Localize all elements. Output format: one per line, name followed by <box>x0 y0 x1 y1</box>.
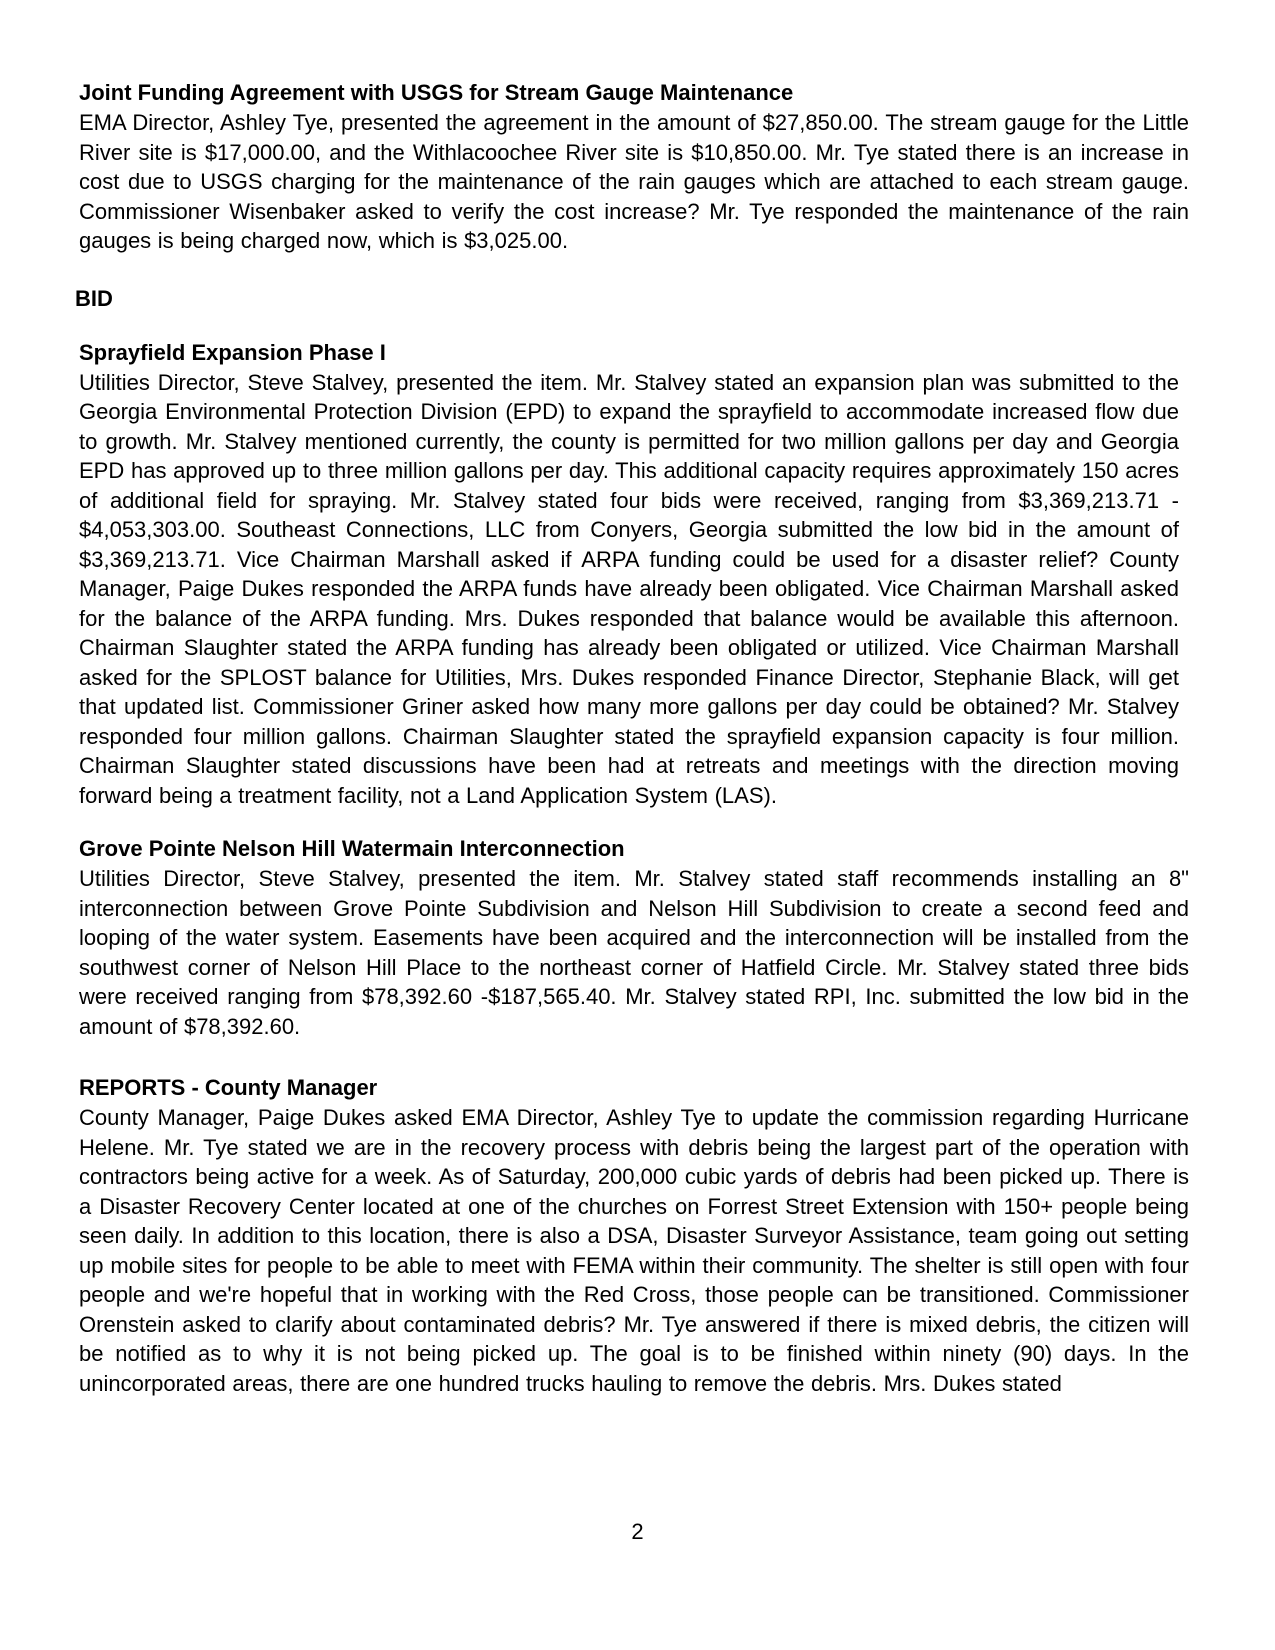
section-heading: Grove Pointe Nelson Hill Watermain Interconnection <box>79 836 625 861</box>
section-heading: BID <box>75 285 113 311</box>
section-reports-county-manager <box>79 1073 1189 1398</box>
document-page <box>75 78 1189 1398</box>
page-number: 2 <box>631 1519 644 1544</box>
section-body: County Manager, Paige Dukes asked EMA Director, Ashley Tye to update the commission regarding Hurricane Helene. Mr. Tye stated we are in the recovery process with debris being the largest part of the operation with contractors being active for a week. As of Saturday, 200,000 cubic yards of debris had been picked up. There is a Disaster Recovery Center located at one of the churches on Forrest Street Extension with 150+ people being seen daily. In addition to this location, there is also a DSA, Disaster Surveyor Assistance, team going out setting up mobile sites for people to be able to meet with FEMA within their community. The shelter is still open with four people and we're hopeful that in working with the Red Cross, those people can be transitioned. Commissioner Orenstein asked to clarify about contaminated debris? Mr. Tye answered if there is mixed debris, the citizen will be notified as to why it is not being picked up. The goal is to be finished within ninety (90) days. In the unincorporated areas, there are one hundred trucks hauling to remove the debris. Mrs. Dukes stated <box>79 1105 1189 1396</box>
section-body: Utilities Director, Steve Stalvey, presented the item. Mr. Stalvey stated staff recommends installing an 8" interconnection between Grove Pointe Subdivision and Nelson Hill Subdivision to create a second feed and looping of the water system. Easements have been acquired and the interconnection will be installed from the southwest corner of Nelson Hill Place to the northeast corner of Hatfield Circle. Mr. Stalvey stated three bids were received ranging from $78,392.60 -$187,565.40. Mr. Stalvey stated RPI, Inc. submitted the low bid in the amount of $78,392.60. <box>79 866 1189 1039</box>
section-bid <box>75 284 1189 314</box>
section-heading: REPORTS - County Manager <box>79 1075 378 1100</box>
section-heading: Joint Funding Agreement with USGS for Stream Gauge Maintenance <box>79 80 794 105</box>
section-grove-pointe <box>79 834 1189 1041</box>
section-body: Utilities Director, Steve Stalvey, presented the item. Mr. Stalvey stated an expansion plan was submitted to the Georgia Environmental Protection Division (EPD) to expand the sprayfield to accommodate increased flow due to growth. Mr. Stalvey mentioned currently, the county is permitted for two million gallons per day and Georgia EPD has approved up to three million gallons per day. This additional capacity requires approximately 150 acres of additional field for spraying. Mr. Stalvey stated four bids were received, ranging from $3,369,213.71 - $4,053,303.00. Southeast Connections, LLC from Conyers, Georgia submitted the low bid in the amount of $3,369,213.71. Vice Chairman Marshall asked if ARPA funding could be used for a disaster relief? County Manager, Paige Dukes responded the ARPA funds have already been obligated. Vice Chairman Marshall asked for the balance of the ARPA funding. Mrs. Dukes responded that balance would be available this afternoon. Chairman Slaughter stated the ARPA funding has already been obligated or utilized. Vice Chairman Marshall asked for the SPLOST balance for Utilities, Mrs. Dukes responded Finance Director, Stephanie Black, will get that updated list. Commissioner Griner asked how many more gallons per day could be obtained? Mr. Stalvey responded four million gallons. Chairman Slaughter stated the sprayfield expansion capacity is four million. Chairman Slaughter stated discussions have been had at retreats and meetings with the direction moving forward being a treatment facility, not a Land Application System (LAS). <box>79 369 1179 808</box>
section-body: EMA Director, Ashley Tye, presented the agreement in the amount of $27,850.00. The stream gauge for the Little River site is $17,000.00, and the Withlacoochee River site is $10,850.00. Mr. Tye stated there is an increase in cost due to USGS charging for the maintenance of the rain gauges which are attached to each stream gauge. Commissioner Wisenbaker asked to verify the cost increase? Mr. Tye responded the maintenance of the rain gauges is being charged now, which is $3,025.00. <box>79 110 1189 253</box>
section-sprayfield <box>79 338 1189 811</box>
section-joint-funding <box>79 78 1189 256</box>
section-heading: Sprayfield Expansion Phase I <box>79 339 386 365</box>
